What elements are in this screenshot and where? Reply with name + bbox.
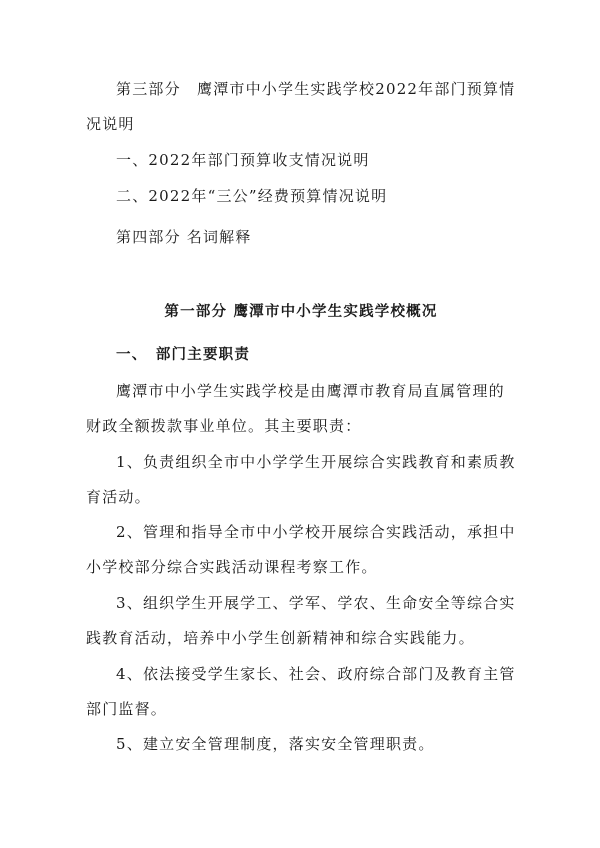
section1-heading: 一、 部门主要职责	[116, 347, 251, 363]
toc-item-three-public-expenses: 二、2022年“三公”经费预算情况说明	[116, 187, 388, 205]
duty-item-3: 3、组织学生开展学工、学军、学农、生命安全等综合实践教育活动，培养中小学生创新精神和综合实践能力。	[86, 594, 516, 647]
part1-heading: 第一部分 鹰潭市中小学生实践学校概况	[164, 304, 438, 320]
intro-paragraph: 鹰潭市中小学生实践学校是由鹰潭市教育局直属管理的财政全额拨款事业单位。其主要职责：	[86, 382, 505, 435]
toc-item-budget-income-expense: 一、2022年部门预算收支情况说明	[116, 151, 370, 169]
toc-part3-title: 第三部分 鹰潭市中小学生实践学校2022年部门预算情况说明	[86, 80, 516, 133]
toc-part4-title: 第四部分 名词解释	[116, 228, 252, 246]
duty-item-5: 5、建立安全管理制度，落实安全管理职责。	[116, 735, 435, 753]
duty-item-4: 4、依法接受学生家长、社会、政府综合部门及教育主管部门监督。	[86, 665, 516, 718]
duty-item-2: 2、管理和指导全市中小学校开展综合实践活动，承担中小学校部分综合实践活动课程考察工作。	[86, 523, 516, 576]
duty-item-1: 1、负责组织全市中小学学生开展综合实践教育和素质教育活动。	[86, 453, 516, 506]
